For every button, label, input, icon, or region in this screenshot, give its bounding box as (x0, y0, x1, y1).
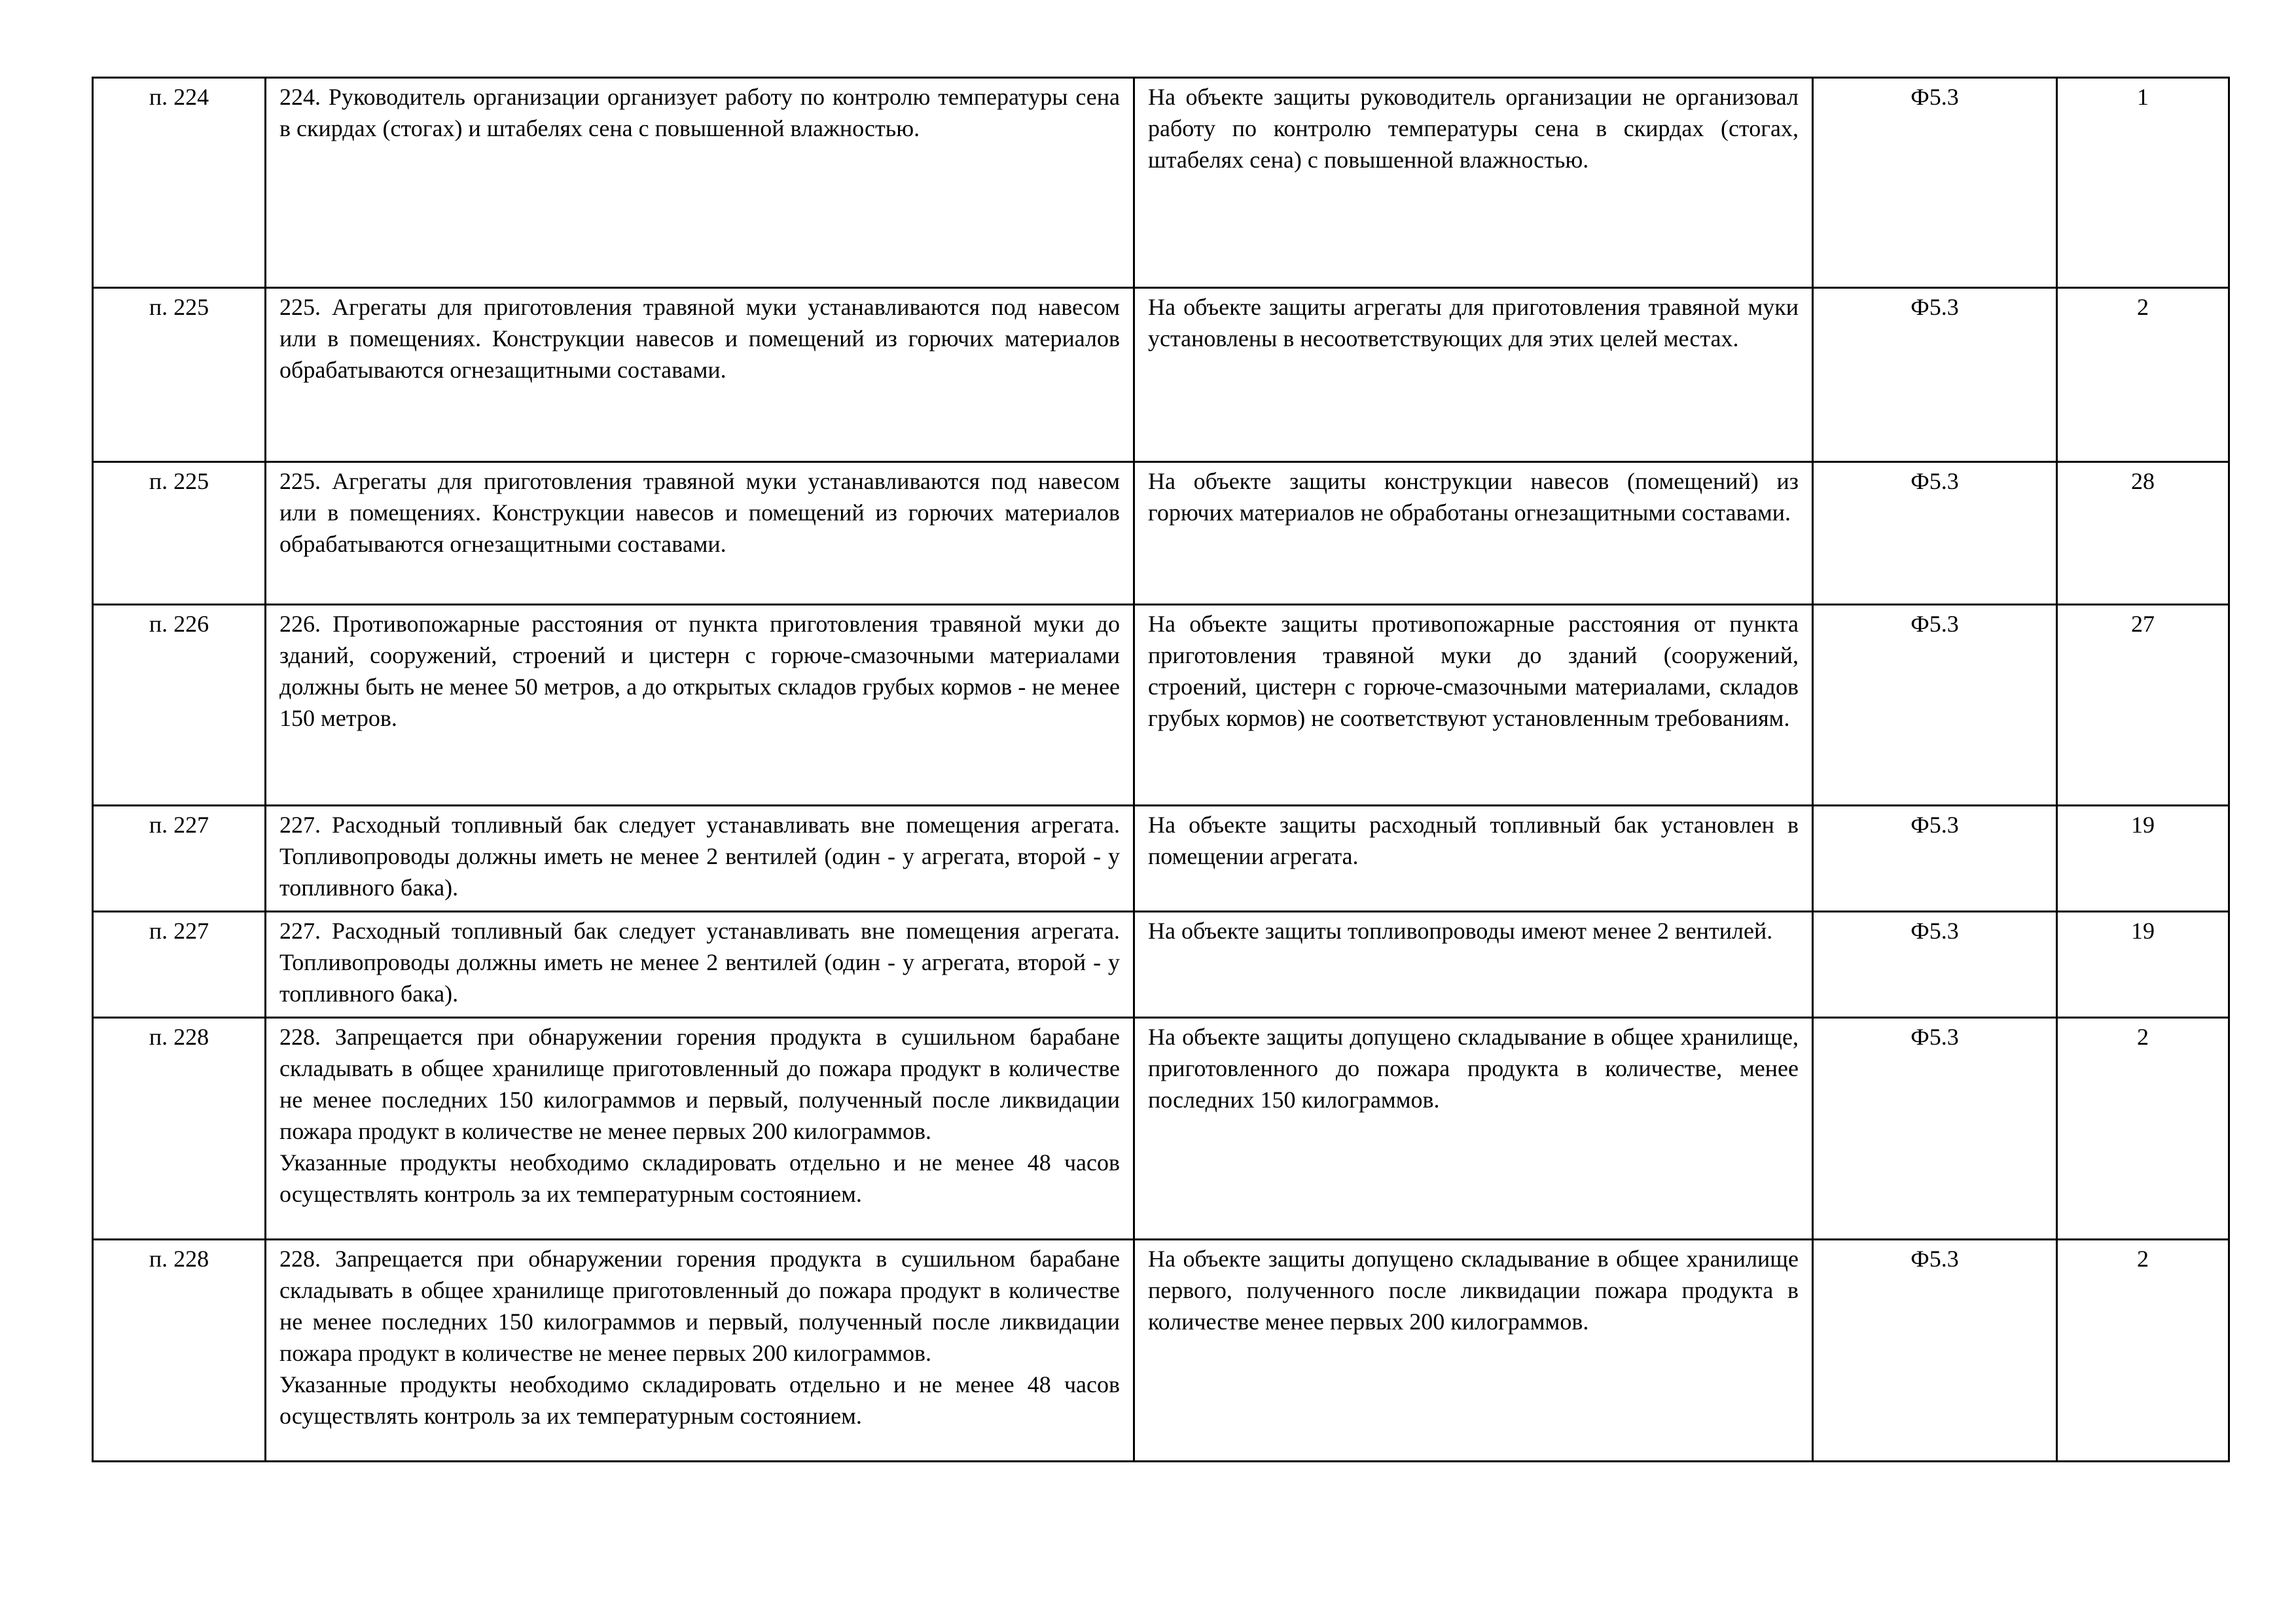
violation-cell: На объекте защиты допущено складывание в общее хранилище первого, полученного после ликвидации пожара продукта в количестве менее первых 200 килограммов. (1134, 1240, 1813, 1462)
violation-cell: На объекте защиты руководитель организации не организовал работу по контролю температуры сена в скирдах (стогах, штабелях сена) с повышенной влажностью. (1134, 78, 1813, 288)
code-cell: Ф5.3 (1813, 1018, 2057, 1240)
number-cell: 1 (2057, 78, 2229, 288)
number-cell: 27 (2057, 605, 2229, 806)
point-cell: п. 228 (93, 1240, 266, 1462)
code-cell: Ф5.3 (1813, 806, 2057, 912)
requirement-cell (266, 462, 1134, 605)
requirement-text: 227. Расходный топливный бак следует устанавливать вне помещения агрегата. Топливопроводы должны иметь не менее 2 вентилей (один - у агрегата, второй - у топливного бака). (279, 918, 1120, 1007)
number-cell: 19 (2057, 912, 2229, 1018)
number-cell: 28 (2057, 462, 2229, 605)
requirement-text: 225. Агрегаты для приготовления травяной муки устанавливаются под навесом или в помещениях. Конструкции навесов и помещений из горючих материалов обрабатываются огнезащитными составами. (279, 468, 1120, 557)
point-cell: п. 225 (93, 288, 266, 462)
table-row (93, 1240, 2229, 1462)
requirement-cell (266, 912, 1134, 1018)
requirement-cell (266, 78, 1134, 288)
requirement-text: 227. Расходный топливный бак следует устанавливать вне помещения агрегата. Топливопроводы должны иметь не менее 2 вентилей (один - у агрегата, второй - у топливного бака). (279, 812, 1120, 901)
point-cell: п. 225 (93, 462, 266, 605)
requirement-text: 228. Запрещается при обнаружении горения продукта в сушильном барабане складывать в общее хранилище приготовленный до пожара продукт в количестве не менее последних 150 килограммов и первый, полученный после ликвидации пожара продукт в количестве не менее первых 200 килограммов. (279, 1024, 1120, 1144)
code-cell: Ф5.3 (1813, 1240, 2057, 1462)
requirement-note: Указанные продукты необходимо складировать отдельно и не менее 48 часов осуществлять контроль за их температурным состоянием. (279, 1149, 1120, 1207)
table-row (93, 78, 2229, 288)
point-cell: п. 226 (93, 605, 266, 806)
code-cell: Ф5.3 (1813, 462, 2057, 605)
requirement-cell (266, 806, 1134, 912)
table-row (93, 605, 2229, 806)
violation-cell: На объекте защиты агрегаты для приготовления травяной муки установлены в несоответствующих для этих целей местах. (1134, 288, 1813, 462)
code-cell: Ф5.3 (1813, 78, 2057, 288)
violation-cell: На объекте защиты топливопроводы имеют менее 2 вентилей. (1134, 912, 1813, 1018)
point-cell: п. 228 (93, 1018, 266, 1240)
table-row (93, 1018, 2229, 1240)
requirement-text: 226. Противопожарные расстояния от пункта приготовления травяной муки до зданий, сооружений, строений и цистерн с горюче-смазочными материалами должны быть не менее 50 метров, а до открытых складов грубых кормов - не менее 150 метров. (279, 611, 1120, 731)
point-cell: п. 227 (93, 912, 266, 1018)
violation-cell: На объекте защиты расходный топливный бак установлен в помещении агрегата. (1134, 806, 1813, 912)
violation-cell: На объекте защиты допущено складывание в общее хранилище, приготовленного до пожара продукта в количестве, менее последних 150 килограммов. (1134, 1018, 1813, 1240)
point-cell: п. 227 (93, 806, 266, 912)
requirement-cell (266, 605, 1134, 806)
point-cell: п. 224 (93, 78, 266, 288)
requirement-text: 225. Агрегаты для приготовления травяной муки устанавливаются под навесом или в помещениях. Конструкции навесов и помещений из горючих материалов обрабатываются огнезащитными составами. (279, 294, 1120, 383)
code-cell: Ф5.3 (1813, 912, 2057, 1018)
code-cell: Ф5.3 (1813, 288, 2057, 462)
table-row (93, 806, 2229, 912)
table-row (93, 462, 2229, 605)
requirement-cell (266, 1018, 1134, 1240)
number-cell: 19 (2057, 806, 2229, 912)
requirement-text: 228. Запрещается при обнаружении горения продукта в сушильном барабане складывать в общее хранилище приготовленный до пожара продукт в количестве не менее последних 150 килограммов и первый, полученный после ликвидации пожара продукт в количестве не менее первых 200 килограммов. (279, 1246, 1120, 1366)
number-cell: 2 (2057, 288, 2229, 462)
number-cell: 2 (2057, 1018, 2229, 1240)
number-cell: 2 (2057, 1240, 2229, 1462)
requirement-cell (266, 1240, 1134, 1462)
requirement-text: 224. Руководитель организации организует работу по контролю температуры сена в скирдах (стогах) и штабелях сена с повышенной влажностью. (279, 84, 1120, 141)
table-row (93, 288, 2229, 462)
code-cell: Ф5.3 (1813, 605, 2057, 806)
table-row (93, 912, 2229, 1018)
requirements-table (92, 77, 2230, 1462)
requirement-note: Указанные продукты необходимо складировать отдельно и не менее 48 часов осуществлять контроль за их температурным состоянием. (279, 1371, 1120, 1429)
violation-cell: На объекте защиты конструкции навесов (помещений) из горючих материалов не обработаны огнезащитными составами. (1134, 462, 1813, 605)
violation-cell: На объекте защиты противопожарные расстояния от пункта приготовления травяной муки до зданий (сооружений, строений, цистерн с горюче-смазочными материалами, складов грубых кормов) не соответствуют установленным требованиям. (1134, 605, 1813, 806)
requirement-cell (266, 288, 1134, 462)
